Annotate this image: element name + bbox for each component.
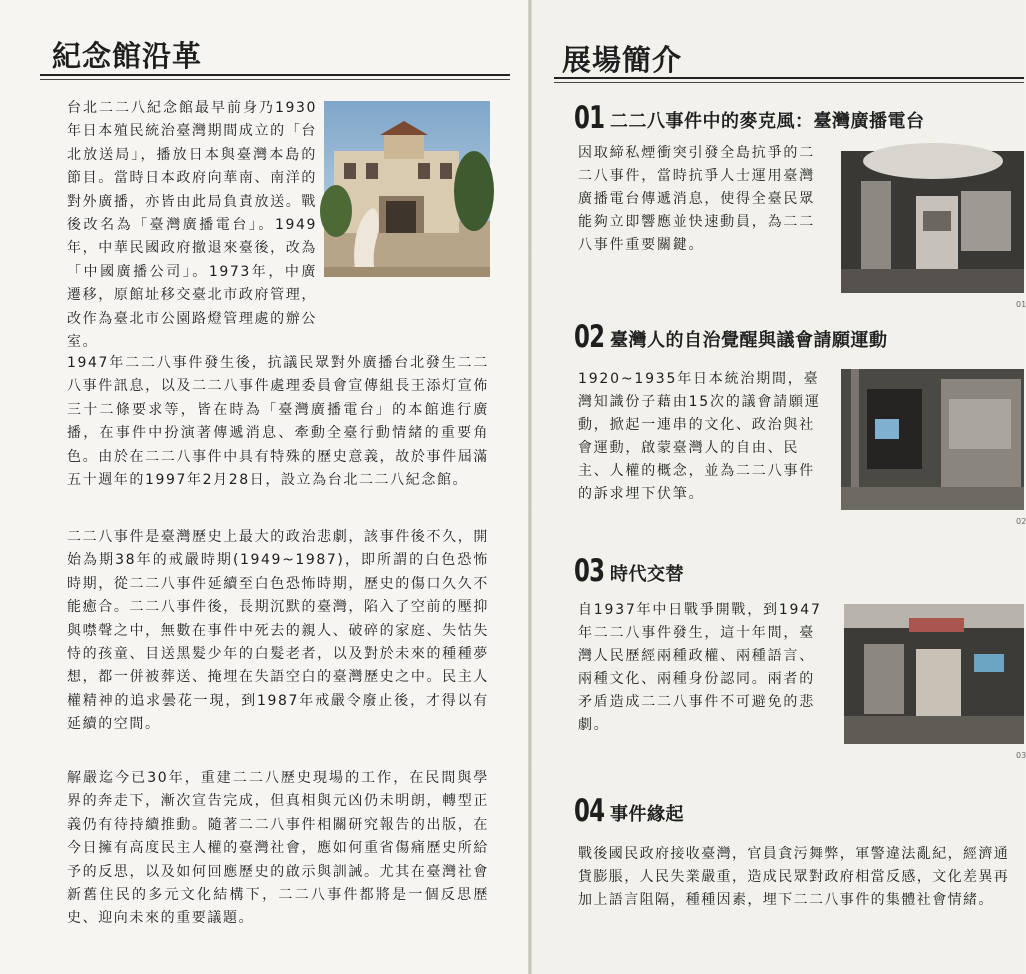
history-heading: 紀念館沿革 <box>52 39 203 73</box>
section-04-text: 戰後國民政府接收臺灣，官員貪污舞弊，軍警違法亂紀，經濟通貨膨脹，人民失業嚴重，造成民眾對政府相當反感，文化差異再加上語言阻隔，種種因素，埋下二二八事件的集體社會情緒。 <box>578 846 1010 908</box>
section-03-number: 03 <box>574 553 605 589</box>
section-02-title <box>574 319 888 355</box>
section-03-photo <box>844 604 1024 744</box>
exhibit-heading-rule <box>554 77 1024 79</box>
section-01-photo <box>841 151 1024 293</box>
section-03-caption: 03 <box>1016 751 1026 760</box>
heading-rule-thin <box>40 79 510 80</box>
section-03-name: 時代交替 <box>610 564 684 585</box>
exhibit-heading-rule-thin <box>554 82 1024 83</box>
history-paragraph-1a <box>67 97 317 354</box>
section-03-text: 自1937年中日戰爭開戰，到1947年二二八事件發生，這十年間，臺灣人民歷經兩種政權、兩種語言、兩種文化、兩種身份認同。兩者的矛盾造成二二八事件不可避免的悲劇。 <box>578 602 822 733</box>
section-01-title <box>574 100 925 136</box>
section-01-text: 因取締私煙衝突引發全島抗爭的二二八事件，當時抗爭人士運用臺灣廣播電台傳遞消息，使得全臺民眾能夠立即響應並快速動員，為二二八事件重要關鍵。 <box>578 145 815 253</box>
section-04-name: 事件緣起 <box>610 804 684 825</box>
section-01-name: 二二八事件中的麥克風：臺灣廣播電台 <box>610 111 925 132</box>
section-02-name: 臺灣人的自治覺醒與議會請願運動 <box>610 330 888 351</box>
history-paragraph-3: 二二八事件是臺灣歷史上最大的政治悲劇，該事件後不久，開始為期38年的戒嚴時期(1949~1987)，即所謂的白色恐怖時期，從二二八事件延續至白色恐怖時期，歷史的傷口久久不能癒合。二二八事件後，長期沉默的臺灣，陷入了空前的壓抑與噤聲之中，無數在事件中死去的親人、破碎的家庭、失怙失恃的孩童、目送黑髮少年的白髮老者，以及對於未來的種種夢想，都一併被葬送、掩埋在失語空白的臺灣歷史之中。民主人權精神的追求曇花一現，到1987年戒嚴令廢止後，才得以有延續的空間。 <box>67 529 489 733</box>
heading-rule <box>40 74 510 76</box>
section-03-title <box>574 553 684 589</box>
history-paragraph-4: 解嚴迄今已30年，重建二二八歷史現場的工作，在民間與學界的奔走下，漸次宣告完成，但真相與元凶仍未明朗，轉型正義仍有待持續推動。隨著二二八事件相關研究報告的出版，在今日擁有高度民主人權的臺灣社會，應如何重省傷痛歷史所給予的反思，以及如何回應歷史的啟示與訓誡。尤其在臺灣社會新舊住民的多元文化結構下，二二八事件都將是一個反思歷史、迎向未來的重要議題。 <box>67 770 489 927</box>
history-paragraph-1: 台北二二八紀念館最早前身乃1930年日本殖民統治臺灣期間成立的「台北放送局」，播放日本與臺灣本島的節目。當時日本政府向華南、南洋的對外廣播，亦皆由此局負責放送。戰後改名為「臺灣廣播電台」。1949年，中華民國政府撤退來臺後，改為「中國廣播公司」。1973年，中廣遷移，原館址移交臺北市政府管理，改作為臺北市公園路燈管理處的辦公室。 <box>67 100 317 351</box>
section-02-text: 1920~1935年日本統治期間，臺灣知識份子藉由15次的議會請願運動，掀起一連串的文化、政治與社會運動，啟蒙臺灣人的自由、民主、人權的概念，並為二二八事件的訴求埋下伏筆。 <box>578 371 821 502</box>
exhibit-heading: 展場簡介 <box>562 43 683 77</box>
section-02-photo <box>841 369 1024 510</box>
history-paragraph-2: 1947年二二八事件發生後，抗議民眾對外廣播台北發生二二八事件訊息，以及二二八事件處理委員會宣傳組長王添灯宣佈三十二條要求等，皆在時為「臺灣廣播電台」的本館進行廣播，在事件中扮演著傳遞消息、牽動全臺行動情緒的重要角色。由於在二二八事件中具有特殊的歷史意義，故於事件屆滿五十週年的1997年2月28日，設立為台北二二八紀念館。 <box>67 355 489 489</box>
section-02-number: 02 <box>574 319 605 355</box>
section-02-caption: 02 <box>1016 517 1026 526</box>
section-01-number: 01 <box>574 100 605 136</box>
memorial-building-photo <box>324 101 490 277</box>
right-page <box>532 0 1024 974</box>
section-04-number: 04 <box>574 793 605 829</box>
section-04-title <box>574 793 684 829</box>
section-01-caption: 01 <box>1016 300 1026 309</box>
